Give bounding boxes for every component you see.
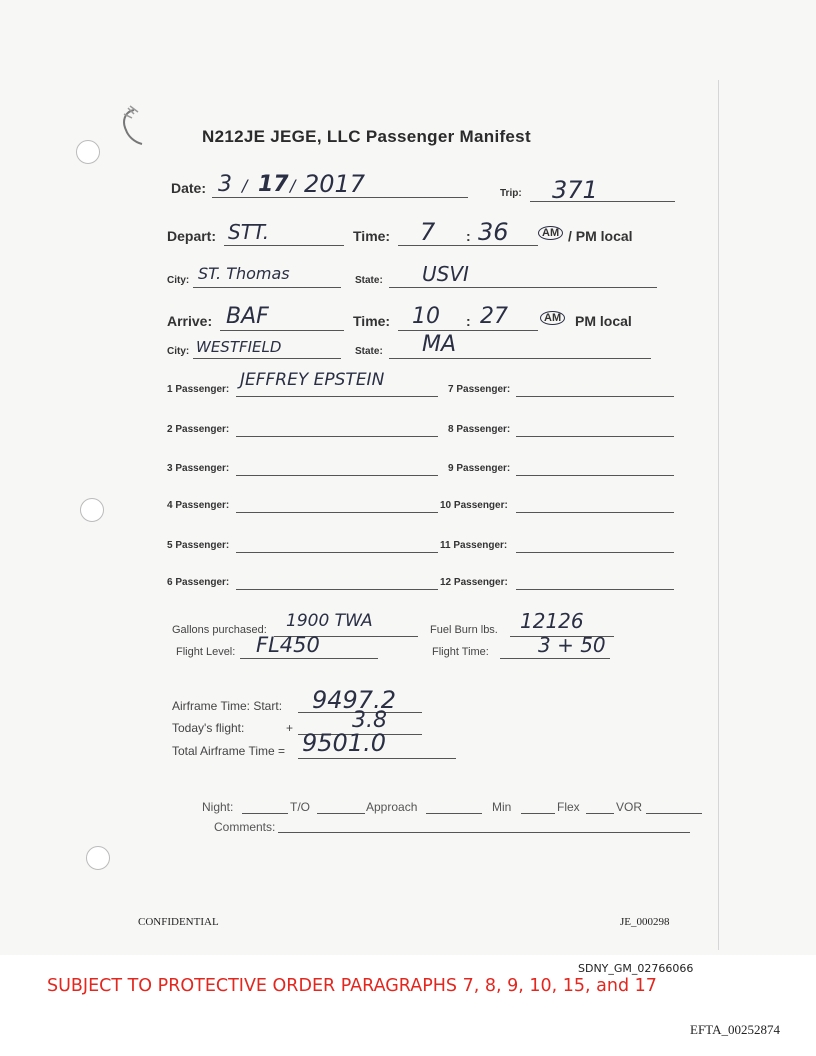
arrive-time-label: Time: <box>353 313 391 329</box>
passenger-5-label: 5 Passenger: <box>167 540 230 551</box>
passenger-2-label: 2 Passenger: <box>167 424 230 435</box>
binder-hole-middle <box>80 498 104 522</box>
date-separator-2: / <box>290 176 296 195</box>
efta-number: EFTA_00252874 <box>690 1022 780 1037</box>
arrive-airport: BAF <box>226 304 269 329</box>
todays-flight-plus: + <box>286 721 294 735</box>
scan-edge <box>718 80 719 950</box>
depart-city-label: City: <box>167 275 190 286</box>
gallons-purchased-label: Gallons purchased: <box>172 624 267 636</box>
passenger-9-label: 9 Passenger: <box>448 463 511 474</box>
arrive-pm-local: PM local <box>575 313 632 329</box>
date-year: 2017 <box>304 170 366 198</box>
passenger-1-label: 1 Passenger: <box>167 384 230 395</box>
date-separator: / <box>242 176 248 195</box>
logo-mark-icon <box>112 104 148 148</box>
date-day: 17 <box>258 172 289 197</box>
bates-number: JE_000298 <box>620 916 670 928</box>
flight-time-label: Flight Time: <box>432 646 489 658</box>
passenger-1-value: JEFFREY EPSTEIN <box>240 370 385 390</box>
binder-hole-bottom <box>86 846 110 870</box>
arrive-state-label: State: <box>355 346 383 357</box>
min-label: Min <box>492 800 512 814</box>
todays-flight-label: Today's flight: <box>172 721 245 735</box>
total-airframe-label: Total Airframe Time = <box>172 744 286 758</box>
depart-minute: 36 <box>478 218 509 246</box>
passenger-11-label: 11 Passenger: <box>440 540 508 551</box>
gallons-purchased-value: 1900 TWA <box>286 611 373 631</box>
arrive-colon: : <box>466 313 471 329</box>
passenger-8-label: 8 Passenger: <box>448 424 511 435</box>
passenger-10-label: 10 Passenger: <box>440 500 508 511</box>
flex-label: Flex <box>557 800 580 814</box>
trip-label: Trip: <box>500 188 522 199</box>
arrive-state-value: MA <box>422 332 457 357</box>
passenger-12-label: 12 Passenger: <box>440 577 508 588</box>
comments-label: Comments: <box>214 820 276 834</box>
depart-am-circled: AM <box>538 226 563 240</box>
depart-hour: 7 <box>420 218 436 246</box>
flight-level-value: FL450 <box>256 633 320 657</box>
passenger-7-label: 7 Passenger: <box>448 384 511 395</box>
passenger-3-label: 3 Passenger: <box>167 463 230 474</box>
to-label: T/O <box>290 800 310 814</box>
protective-order-notice: SUBJECT TO PROTECTIVE ORDER PARAGRAPHS 7, 8, 9, 10, 15, and 17 <box>47 976 657 996</box>
passenger-6-label: 6 Passenger: <box>167 577 230 588</box>
fuel-burn-label: Fuel Burn lbs. <box>430 624 498 636</box>
depart-airport: STT. <box>228 220 270 244</box>
arrive-city-label: City: <box>167 346 190 357</box>
approach-label: Approach <box>366 800 418 814</box>
depart-time-label: Time: <box>353 228 391 244</box>
passenger-4-label: 4 Passenger: <box>167 500 230 511</box>
confidential-label: CONFIDENTIAL <box>138 916 219 928</box>
flight-level-label: Flight Level: <box>176 646 236 658</box>
date-label: Date: <box>171 180 207 196</box>
arrive-hour: 10 <box>412 304 440 329</box>
arrive-label: Arrive: <box>167 313 213 329</box>
night-label: Night: <box>202 800 234 814</box>
fuel-burn-value: 12126 <box>520 609 584 633</box>
depart-state-value: USVI <box>422 262 469 286</box>
airframe-start-label: Airframe Time: Start: <box>172 699 283 713</box>
arrive-minute: 27 <box>480 304 508 329</box>
page-title: N212JE JEGE, LLC Passenger Manifest <box>202 127 531 146</box>
arrive-city-value: WESTFIELD <box>196 338 282 356</box>
total-airframe-value: 9501.0 <box>302 729 386 757</box>
depart-city-value: ST. Thomas <box>198 264 290 283</box>
sdny-number: SDNY_GM_02766066 <box>578 962 694 975</box>
flight-time-value: 3 + 50 <box>538 633 606 657</box>
binder-hole-top <box>76 140 100 164</box>
depart-state-label: State: <box>355 275 383 286</box>
vor-label: VOR <box>616 800 643 814</box>
depart-colon: : <box>466 228 471 244</box>
depart-pm-local: / PM local <box>568 228 633 244</box>
todays-flight-value: 3.8 <box>352 708 387 733</box>
trip-number: 371 <box>552 176 598 204</box>
depart-label: Depart: <box>167 228 217 244</box>
arrive-am-circled: AM <box>540 311 565 325</box>
airframe-start-value: 9497.2 <box>312 686 396 714</box>
date-month: 3 <box>218 172 232 197</box>
